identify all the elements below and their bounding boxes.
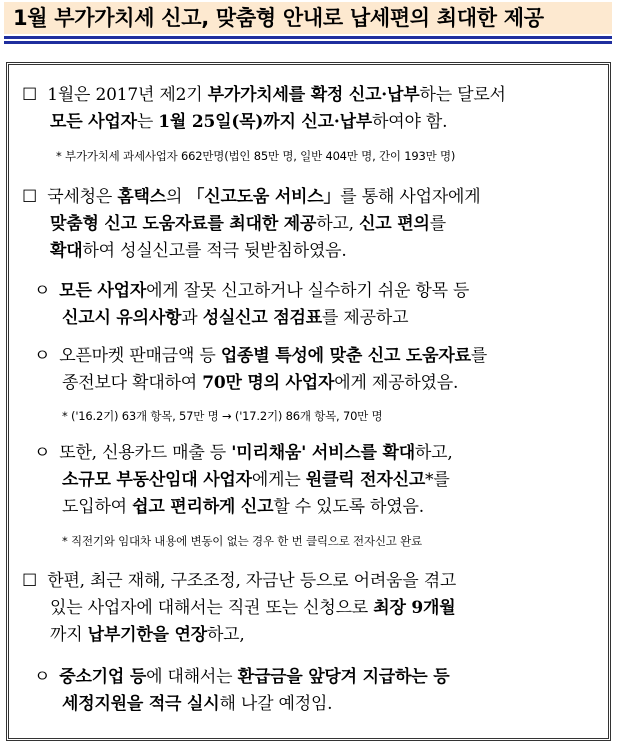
section-line: 도입하여 쉽고 편리하게 신고할 수 있도록 하였음. — [62, 497, 424, 517]
circle-bullet-icon: ㅇ — [34, 667, 51, 687]
section-3 — [22, 568, 456, 649]
page-title: 1월 부가가치세 신고, 맞춤형 안내로 납세편의 최대한 제공 — [4, 2, 612, 34]
square-bullet-icon: ☐ — [22, 571, 38, 591]
circle-bullet-icon: ㅇ — [34, 443, 51, 463]
section-line: 있는 사업자에 대해서는 직권 또는 신청으로 최장 9개월 — [50, 598, 456, 618]
section-line: 모든 사업자는 1월 25일(목)까지 신고·납부하여야 함. — [50, 112, 448, 132]
section-line: ㅇ 또한, 신용카드 매출 등 '미리채움' 서비스를 확대하고, — [34, 440, 453, 467]
section-line: ☐ 1월은 2017년 제2기 부가가치세를 확정 신고·납부하는 달로서 — [22, 82, 506, 109]
section-line: ☐ 국세청은 홈택스의 「신고도움 서비스」를 통해 사업자에게 — [22, 184, 480, 211]
section-line: ㅇ 중소기업 등에 대해서는 환급금을 앞당겨 지급하는 등 — [34, 664, 449, 691]
title-rule-bottom — [4, 41, 612, 44]
footnote: * ('16.2기) 63개 항목, 57만 명 → ('17.2기) 86개 항목, 70만 명 — [62, 409, 383, 423]
section-line: 소규모 부동산임대 사업자에게는 원클릭 전자신고*를 — [62, 470, 450, 490]
section-line: 신고시 유의사항과 성실신고 점검표를 제공하고 — [62, 308, 409, 328]
square-bullet-icon: ☐ — [22, 85, 38, 105]
section-line: 확대하여 성실신고를 적극 뒷받침하였음. — [50, 241, 347, 261]
subsection-1 — [34, 278, 469, 332]
section-line: 종전보다 확대하여 70만 명의 사업자에게 제공하였음. — [62, 373, 459, 393]
section-line: 맞춤형 신고 도움자료를 최대한 제공하고, 신고 편의를 — [50, 214, 446, 234]
section-line: ☐ 한편, 최근 재해, 구조조정, 자금난 등으로 어려움을 겪고 — [22, 568, 456, 595]
square-bullet-icon: ☐ — [22, 187, 38, 207]
subsection-3 — [34, 440, 453, 521]
section-line: ㅇ 오픈마켓 판매금액 등 업종별 특성에 맞춘 신고 도움자료를 — [34, 343, 487, 370]
title-rule-top — [4, 36, 612, 39]
section-2 — [22, 184, 480, 265]
subsection-4 — [34, 664, 449, 718]
footnote: * 직전기와 임대차 내용에 변동이 없는 경우 한 번 클릭으로 전자신고 완료 — [62, 534, 422, 548]
footnote: * 부가가치세 과세사업자 662만명(법인 85만 명, 일반 404만 명, 간이 193만 명) — [56, 149, 456, 163]
section-line: 까지 납부기한을 연장하고, — [50, 625, 245, 645]
section-line: ㅇ 모든 사업자에게 잘못 신고하거나 실수하기 쉬운 항목 등 — [34, 278, 469, 305]
section-line: 세정지원을 적극 실시해 나갈 예정임. — [62, 694, 333, 714]
subsection-2 — [34, 343, 487, 397]
section-1 — [22, 82, 506, 136]
circle-bullet-icon: ㅇ — [34, 281, 51, 301]
circle-bullet-icon: ㅇ — [34, 346, 51, 366]
